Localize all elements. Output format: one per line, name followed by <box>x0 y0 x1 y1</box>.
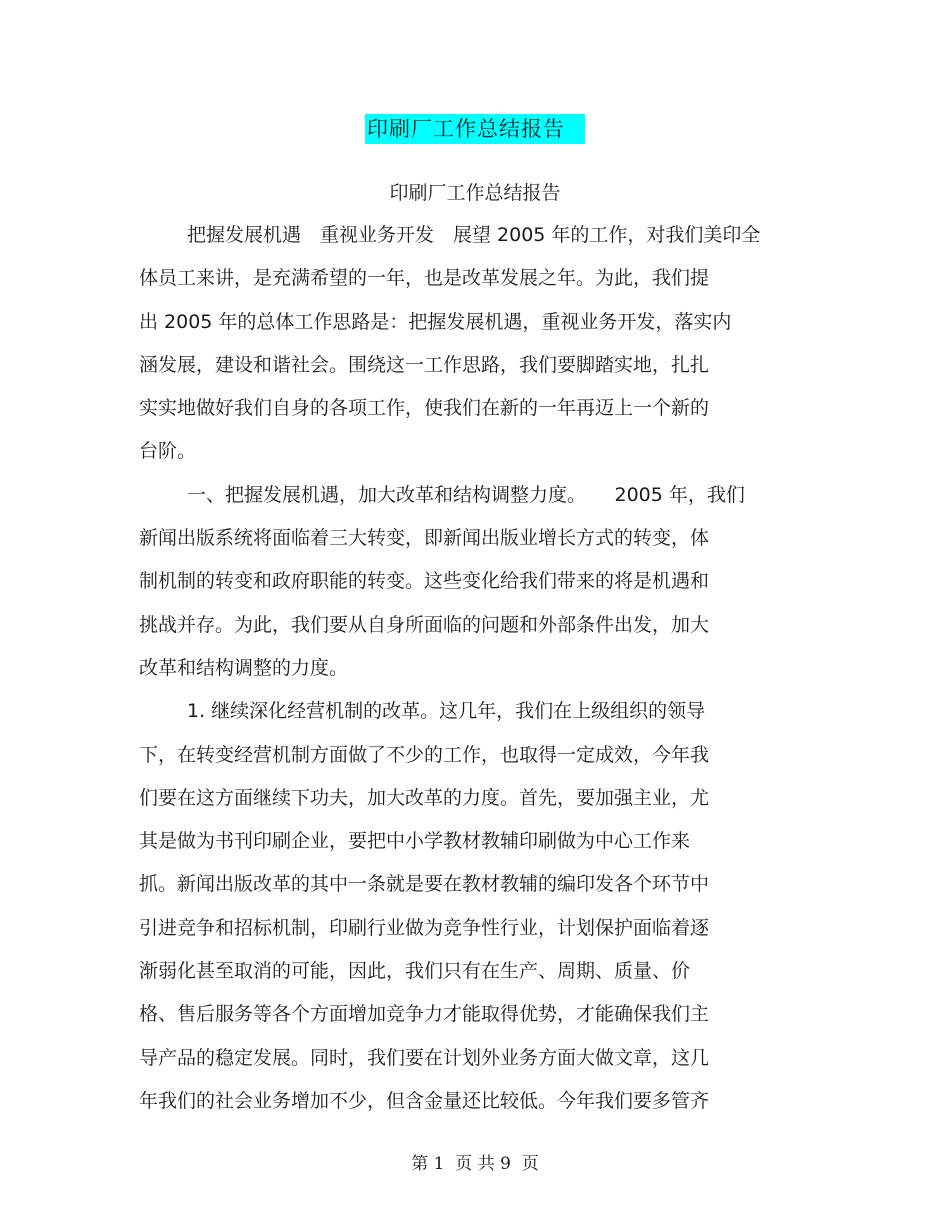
body-line: 出 2005 年的总体工作思路是：把握发展机遇，重视业务开发，落实内 <box>139 310 732 333</box>
document-body <box>139 220 799 1129</box>
body-line: 导产品的稳定发展。同时，我们要在计划外业务方面大做文章，这几 <box>139 1046 710 1069</box>
body-line: 体员工来讲，是充满希望的一年，也是改革发展之年。为此，我们提 <box>139 267 710 290</box>
body-line: 台阶。 <box>139 440 197 463</box>
body-line: 们要在这方面继续下功夫，加大改革的力度。首先，要加强主业，尤 <box>139 786 710 809</box>
body-line: 年我们的社会业务增加不少，但含金量还比较低。今年我们要多管齐 <box>139 1089 710 1112</box>
body-line: 下，在转变经营机制方面做了不少的工作，也取得一定成效，今年我 <box>139 743 710 766</box>
body-line: 新闻出版系统将面临着三大转变，即新闻出版业增长方式的转变，体 <box>139 527 710 550</box>
body-line: 引进竞争和招标机制，印刷行业做为竞争性行业，计划保护面临着逐 <box>139 916 710 939</box>
body-line: 实实地做好我们自身的各项工作，使我们在新的一年再迈上一个新的 <box>139 397 710 420</box>
page-footer: 第 1 页 共 9 页 <box>411 1154 539 1174</box>
body-line: 抓。新闻出版改革的其中一条就是要在教材教辅的编印发各个环节中 <box>139 873 710 896</box>
body-line: 把握发展机遇 重视业务开发 展望 2005 年的工作，对我们美印全 <box>187 224 761 246</box>
body-line: 一、把握发展机遇，加大改革和结构调整力度。 2005 年，我们 <box>187 483 745 506</box>
document-subtitle: 印刷厂工作总结报告 <box>389 182 561 204</box>
body-line: 格、售后服务等各个方面增加竞争力才能取得优势，才能确保我们主 <box>139 1003 710 1026</box>
body-line: 1. 继续深化经营机制的改革。这几年，我们在上级组织的领导 <box>187 700 706 723</box>
body-line: 制机制的转变和政府职能的转变。这些变化给我们带来的将是机遇和 <box>139 570 710 593</box>
document-title: 印刷厂工作总结报告 <box>365 114 585 144</box>
body-line: 渐弱化甚至取消的可能，因此，我们只有在生产、周期、质量、价 <box>139 960 691 983</box>
title-container <box>0 114 950 144</box>
body-line: 挑战并存。为此，我们要从自身所面临的问题和外部条件出发，加大 <box>139 613 710 636</box>
body-line: 其是做为书刊印刷企业，要把中小学教材教辅印刷做为中心工作来 <box>139 830 691 853</box>
body-line: 改革和结构调整的力度。 <box>139 656 349 679</box>
body-line: 涵发展，建设和谐社会。围绕这一工作思路，我们要脚踏实地，扎扎 <box>139 353 710 376</box>
